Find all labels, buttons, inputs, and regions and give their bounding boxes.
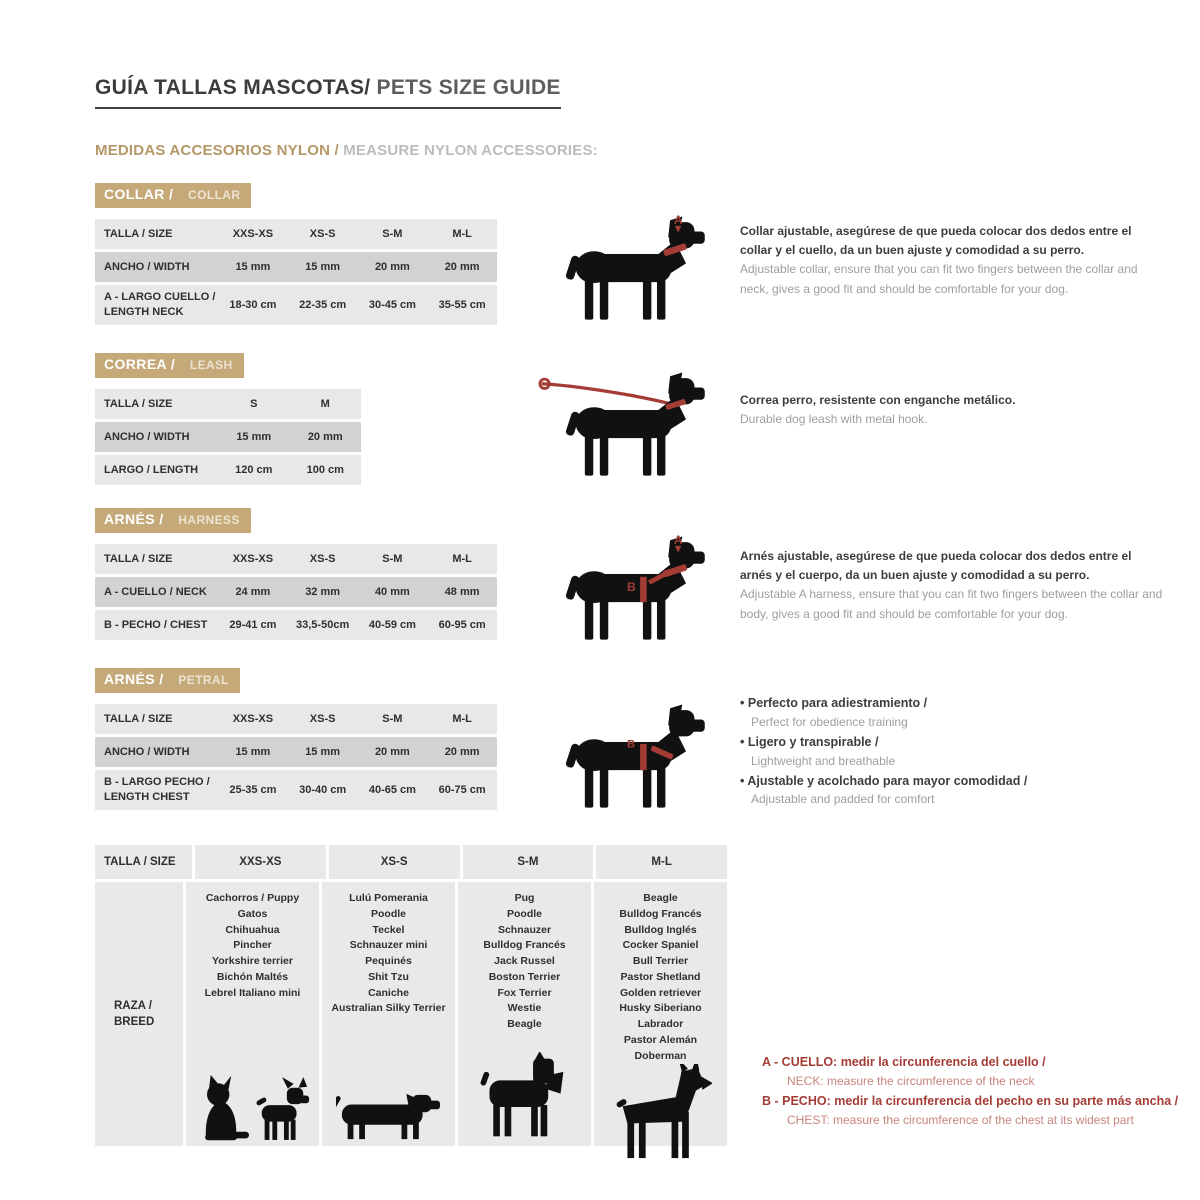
page-title-es: GUÍA TALLAS MASCOTAS/ <box>95 76 371 99</box>
table-row <box>95 455 361 485</box>
feature-es: • Ajustable y acolchado para mayor comodidad / <box>740 772 1170 791</box>
collar-size-table <box>95 219 497 328</box>
breed-name: Australian Silky Terrier <box>331 1002 446 1015</box>
table-header-row <box>95 704 497 734</box>
size-label-header: TALLA / SIZE <box>104 397 173 410</box>
value-cell: 100 cm <box>306 464 344 476</box>
size-label-header: TALLA / SIZE <box>104 712 173 725</box>
breed-name: Husky Siberiano <box>619 1002 702 1015</box>
breed-name: Shit Tzu <box>368 970 409 983</box>
feature-es: • Perfecto para adiestramiento / <box>740 694 1170 713</box>
value-cell: 25-35 cm <box>229 783 277 796</box>
size-header: S-M <box>382 553 403 565</box>
leash-dog-illustration <box>538 366 716 484</box>
subtitle-es: MEDIDAS ACCESORIOS NYLON / <box>95 142 344 159</box>
value-cell: 20 mm <box>374 261 410 273</box>
breed-name: Bull Terrier <box>632 955 689 967</box>
breed-name: Golden retriever <box>619 986 702 999</box>
breed-name: Bulldog Francés <box>619 907 702 920</box>
petral-feature-list <box>740 694 1170 810</box>
table-row <box>95 285 497 325</box>
value-cell: 32 mm <box>305 586 341 598</box>
table-row <box>95 610 497 640</box>
leash-badge-en: LEASH <box>186 358 233 372</box>
table-header-row <box>95 389 361 419</box>
value-cell: 20 mm <box>307 431 343 443</box>
table-header-row <box>95 544 497 574</box>
table-row <box>95 252 497 282</box>
breed-header-label: TALLA / SIZE <box>95 845 192 879</box>
harness-size-table <box>95 544 497 643</box>
value-cell: 29-41 cm <box>229 619 277 631</box>
breed-name: Cachorros / Puppy <box>205 892 300 904</box>
collar-badge-en: COLLAR <box>184 188 241 202</box>
schnauzer-silhouette-icon <box>480 1052 570 1142</box>
value-cell: 40-59 cm <box>368 619 416 631</box>
breed-name: Lulú Pomerania <box>349 892 428 904</box>
breed-size-table <box>95 845 727 1146</box>
dog-silhouette-icon <box>538 530 716 648</box>
size-header: XXS-XS <box>232 553 274 565</box>
breed-name: Pincher <box>233 939 272 952</box>
harness-desc-es: Arnés ajustable, asegúrese de que pueda colocar dos dedos entre el arnés y el cuerpo, da un buen ajuste y comodidad a su perro. <box>740 549 1132 583</box>
breed-header-size: S-M <box>463 845 594 879</box>
breed-column-s-m <box>458 882 591 1146</box>
value-cell: 15 mm <box>305 261 341 273</box>
note-neck-en: NECK: measure the circumference of the neck <box>787 1073 1035 1088</box>
row-label: ANCHO / WIDTH <box>104 260 190 273</box>
size-label-header: TALLA / SIZE <box>104 227 173 240</box>
size-header: XXS-XS <box>232 713 274 725</box>
harness-marker-b: B <box>627 579 636 594</box>
harness-badge-en: HARNESS <box>174 513 240 527</box>
breed-name: Pastor Alemán <box>623 1033 698 1046</box>
petral-size-table <box>95 704 497 813</box>
m-l-animal-silhouettes <box>610 1064 712 1164</box>
leash-badge-es: CORREA / <box>104 356 176 372</box>
row-label: ANCHO / WIDTH <box>104 430 190 443</box>
petral-marker-b: B <box>627 738 636 751</box>
breed-header-size: XS-S <box>329 845 460 879</box>
row-label: B - LARGO PECHO / LENGTH CHEST <box>104 776 210 803</box>
breed-name: Teckel <box>372 923 405 936</box>
leash-description <box>740 391 1166 429</box>
petral-badge-en: PETRAL <box>174 673 229 687</box>
page-title-en: PETS SIZE GUIDE <box>370 76 561 99</box>
table-row <box>95 422 361 452</box>
value-cell: 15 mm <box>235 746 271 758</box>
value-cell: 15 mm <box>235 261 271 273</box>
breed-name: Poodle <box>370 907 406 920</box>
collar-desc-en: Adjustable collar, ensure that you can fit two fingers between the collar and neck, gives a good fit and should be comfortable for your dog. <box>740 262 1138 296</box>
size-header: M-L <box>452 553 472 565</box>
feature-en: Perfect for obedience training <box>751 714 908 729</box>
collar-description <box>740 222 1166 299</box>
size-header: S-M <box>382 713 403 725</box>
breed-column-xxs-xs <box>186 882 319 1146</box>
size-header: M-L <box>452 228 472 240</box>
breed-name: Beagle <box>643 892 678 904</box>
xxs-xs-animal-silhouettes <box>193 1060 312 1146</box>
size-header: XS-S <box>309 553 336 565</box>
value-cell: 60-95 cm <box>438 619 486 631</box>
value-cell: 35-55 cm <box>438 298 486 311</box>
breed-name: Schnauzer mini <box>349 939 428 952</box>
harness-marker-a: A <box>673 533 683 548</box>
leash-desc-en: Durable dog leash with metal hook. <box>740 412 928 427</box>
value-cell: 33,5-50cm <box>296 619 350 631</box>
row-label: A - LARGO CUELLO / LENGTH NECK <box>104 291 216 318</box>
xs-s-animal-silhouettes <box>336 1092 442 1146</box>
harness-description <box>740 547 1166 624</box>
breed-name: Caniche <box>368 986 409 999</box>
page-subtitle <box>95 142 598 159</box>
feature-en: Lightweight and breathable <box>751 753 896 768</box>
row-label: A - CUELLO / NECK <box>104 585 207 598</box>
harness-badge-es: ARNÉS / <box>104 511 164 527</box>
measuring-notes <box>762 1053 1194 1131</box>
breed-name: Bichón Maltés <box>216 970 289 983</box>
size-header: XS-S <box>309 713 336 725</box>
value-cell: 22-35 cm <box>299 298 347 311</box>
breed-name: Fox Terrier <box>497 986 552 999</box>
breed-name: Doberman <box>634 1049 687 1062</box>
breed-header-size: M-L <box>596 845 727 879</box>
row-label: LARGO / LENGTH <box>104 463 199 476</box>
dachshund-silhouette-icon <box>336 1092 442 1142</box>
breed-name: Bulldog Francés <box>483 939 566 952</box>
size-label-header: TALLA / SIZE <box>104 552 173 565</box>
breed-name: Labrador <box>637 1018 684 1030</box>
value-cell: 48 mm <box>444 586 480 598</box>
breed-name: Boston Terrier <box>488 970 561 983</box>
dog-silhouette-icon <box>538 210 716 328</box>
collar-badge-es: COLLAR / <box>104 186 174 202</box>
petral-badge <box>95 668 240 693</box>
breed-name: Beagle <box>507 1018 542 1030</box>
chihuahua-silhouette-icon <box>254 1076 312 1142</box>
collar-desc-es: Collar ajustable, asegúrese de que pueda colocar dos dedos entre el collar y el cuello, da un buen ajuste y comodidad a su perro. <box>740 224 1132 258</box>
feature-es: • Ligero y transpirable / <box>740 733 1170 752</box>
table-header-row <box>95 219 497 249</box>
breed-name: Bulldog Inglés <box>624 923 697 936</box>
breed-row-label: RAZA / BREED <box>114 999 155 1028</box>
value-cell: 120 cm <box>235 464 273 476</box>
harness-dog-illustration <box>538 530 716 648</box>
row-label: ANCHO / WIDTH <box>104 745 190 758</box>
breed-header-size: XXS-XS <box>195 845 326 879</box>
breed-row-label-cell <box>95 882 183 1146</box>
row-label: B - PECHO / CHEST <box>104 618 208 631</box>
table-row <box>95 737 497 767</box>
breed-name: Pequinés <box>365 955 412 967</box>
value-cell: 15 mm <box>236 431 272 443</box>
leash-badge <box>95 353 244 378</box>
dog-silhouette-icon <box>538 698 716 816</box>
cat-silhouette-icon <box>193 1060 249 1142</box>
breed-name: Pastor Shetland <box>620 970 701 983</box>
value-cell: 40 mm <box>374 586 410 598</box>
note-neck-es: A - CUELLO: medir la circunferencia del cuello / <box>762 1055 1046 1069</box>
breed-table-body <box>95 882 727 1146</box>
breed-column-xs-s <box>322 882 455 1146</box>
value-cell: 30-40 cm <box>299 783 347 796</box>
breed-name: Chihuahua <box>225 923 280 936</box>
harness-badge <box>95 508 251 533</box>
value-cell: 30-45 cm <box>368 298 416 311</box>
breed-name: Gatos <box>237 907 268 920</box>
size-header: M <box>320 398 330 410</box>
breed-name: Pug <box>514 892 535 904</box>
breed-name: Jack Russel <box>494 955 555 967</box>
value-cell: 15 mm <box>305 746 341 758</box>
value-cell: 24 mm <box>235 586 271 598</box>
breed-name: Poodle <box>506 907 542 920</box>
subtitle-en: MEASURE NYLON ACCESSORIES: <box>343 142 598 159</box>
petral-badge-es: ARNÉS / <box>104 671 164 687</box>
breed-name: Cocker Spaniel <box>622 939 699 952</box>
note-chest-es: B - PECHO: medir la circunferencia del pecho en su parte más ancha / <box>762 1093 1179 1108</box>
size-header: M-L <box>452 713 472 725</box>
breed-column-m-l <box>594 882 727 1146</box>
petral-dog-illustration <box>538 698 716 816</box>
feature-en: Adjustable and padded for comfort <box>751 792 935 807</box>
value-cell: 40-65 cm <box>368 783 416 796</box>
doberman-silhouette-icon <box>610 1064 712 1160</box>
s-m-animal-silhouettes <box>480 1052 570 1146</box>
value-cell: 20 mm <box>374 746 410 758</box>
breed-name: Yorkshire terrier <box>212 955 293 967</box>
collar-dog-illustration <box>538 210 716 328</box>
value-cell: 20 mm <box>444 261 480 273</box>
breed-name: Lebrel Italiano mini <box>204 986 301 999</box>
value-cell: 20 mm <box>444 746 480 758</box>
size-header: S <box>250 398 258 410</box>
harness-desc-en: Adjustable A harness, ensure that you can fit two fingers between the collar and body, gives a good fit and should be comfortable for your dog. <box>740 587 1163 621</box>
table-row <box>95 770 497 810</box>
breed-table-header <box>95 845 727 879</box>
breed-name: Westie <box>507 1002 542 1015</box>
value-cell: 18-30 cm <box>229 298 277 311</box>
collar-badge <box>95 183 251 208</box>
leash-size-table <box>95 389 361 488</box>
size-header: XS-S <box>309 228 336 240</box>
leash-desc-es: Correa perro, resistente con enganche metálico. <box>740 393 1016 407</box>
size-header: XXS-XS <box>232 228 274 240</box>
size-header: S-M <box>382 228 403 240</box>
value-cell: 60-75 cm <box>438 783 486 796</box>
note-chest-en: CHEST: measure the circumference of the chest at its widest part <box>787 1112 1134 1127</box>
breed-name: Schnauzer <box>497 923 552 936</box>
table-row <box>95 577 497 607</box>
collar-marker-a: A <box>673 213 683 228</box>
page-title <box>95 76 561 109</box>
dog-silhouette-icon <box>538 366 716 484</box>
